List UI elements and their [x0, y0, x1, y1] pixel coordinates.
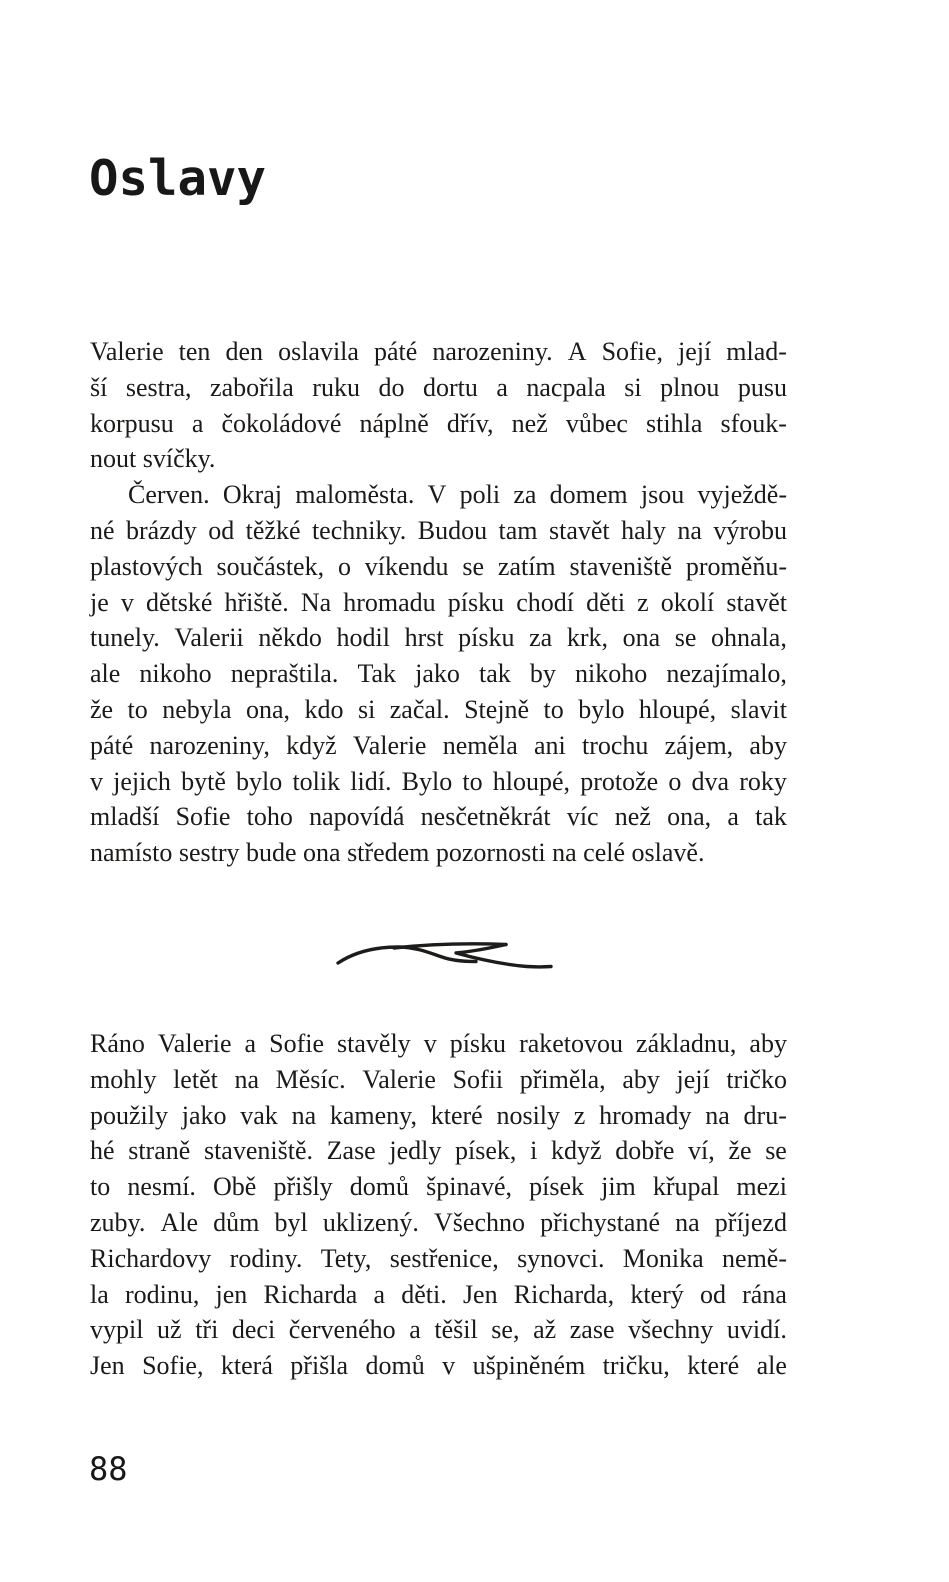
text-section-1 [90, 334, 787, 871]
text-section-2 [90, 1026, 787, 1384]
text-line: korpusu a čokoládové náplně dřív, než vůbec stihla sfouk- [90, 408, 787, 438]
text-line: tunely. Valerii někdo hodil hrst písku za krk, ona se ohnala, [90, 623, 787, 653]
text-line: namísto sestry bude ona středem pozornosti na celé oslavě. [90, 838, 705, 868]
text-line: že to nebyla ona, kdo si začal. Stejně to bylo hloupé, slavit [90, 694, 787, 724]
text-line: hé straně staveniště. Zase jedly písek, i když dobře ví, že se [90, 1136, 787, 1166]
text-line: Valerie ten den oslavila páté narozeniny. A Sofie, její mlad- [90, 337, 787, 366]
text-line: la rodinu, jen Richarda a děti. Jen Richarda, který od rána [90, 1279, 787, 1309]
text-line: to nesmí. Obě přišly domů špinavé, písek jim křupal mezi [90, 1172, 787, 1202]
text-line: né brázdy od těžké techniky. Budou tam stavět haly na výrobu [90, 515, 787, 545]
text-line: Richardovy rodiny. Tety, sestřenice, synovci. Monika nemě- [90, 1243, 787, 1273]
page-number: 88 [89, 1450, 128, 1488]
text-line: zuby. Ale dům byl uklizený. Všechno přichystané na příjezd [90, 1207, 787, 1237]
section-divider [336, 940, 554, 972]
text-line: vypil už tři deci červeného a těšil se, až zase všechny uvidí. [90, 1315, 787, 1345]
text-line: mohly letět na Měsíc. Valerie Sofii přiměla, aby její tričko [90, 1064, 787, 1094]
text-line: nout svíčky. [90, 444, 216, 474]
text-line: použily jako vak na kameny, které nosily z hromady na dru- [90, 1100, 787, 1130]
text-line: plastových součástek, o víkendu se zatím staveniště proměňu- [90, 551, 787, 581]
text-line: Jen Sofie, která přišla domů v ušpiněném tričku, které ale [90, 1351, 787, 1381]
text-line: Červen. Okraj maloměsta. V poli za domem jsou vyježdě- [128, 480, 787, 510]
text-line: je v dětské hřiště. Na hromadu písku chodí děti z okolí stavět [90, 587, 787, 617]
text-line: Ráno Valerie a Sofie stavěly v písku raketovou základnu, aby [90, 1029, 787, 1058]
text-line: ale nikoho nepraštila. Tak jako tak by nikoho nezajímalo, [90, 659, 787, 689]
text-line: páté narozeniny, když Valerie neměla ani trochu zájem, aby [90, 730, 787, 760]
text-line: ší sestra, zabořila ruku do dortu a nacpala si plnou pusu [90, 372, 787, 402]
chapter-title: Oslavy [89, 149, 267, 207]
text-line: v jejich bytě bylo tolik lidí. Bylo to hloupé, protože o dva roky [90, 766, 787, 796]
text-line: mladší Sofie toho napovídá nesčetněkrát víc než ona, a tak [90, 802, 787, 832]
squiggle-icon [336, 940, 554, 972]
